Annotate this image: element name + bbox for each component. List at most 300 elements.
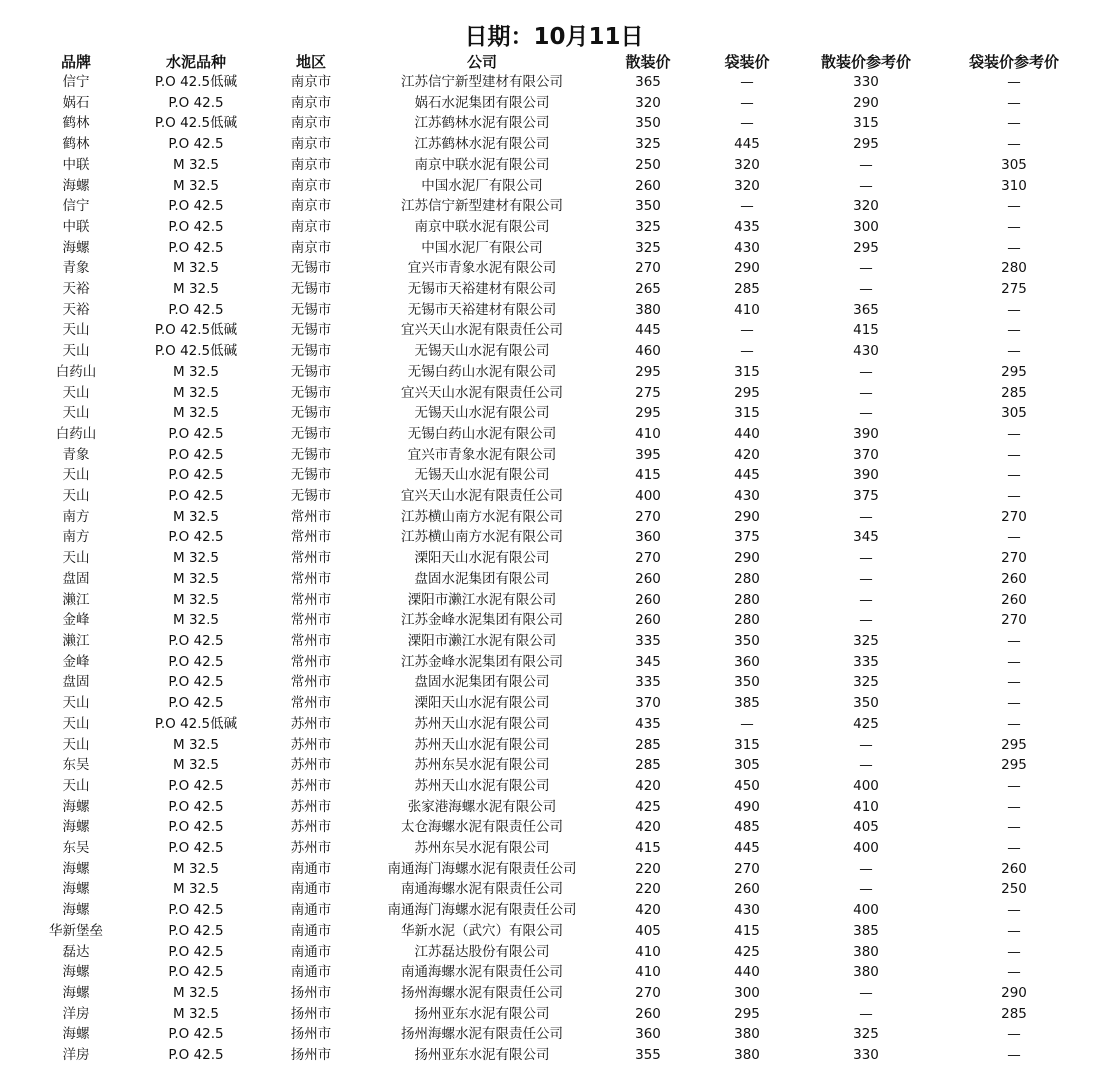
bulk-ref-price-cell: — xyxy=(859,260,873,277)
bulk-ref-price-cell: 300 xyxy=(853,218,879,235)
bulk-ref-price-cell: — xyxy=(859,156,873,173)
bag-price-cell: 485 xyxy=(734,819,760,836)
cement-type-cell: M 32.5 xyxy=(173,860,219,877)
region-cell: 无锡市 xyxy=(290,301,332,318)
bulk-price-cell: 360 xyxy=(635,529,661,546)
bag-price-cell: 440 xyxy=(734,425,760,442)
bag-price-cell: 445 xyxy=(734,136,760,153)
bag-ref-price-cell: — xyxy=(1007,136,1021,153)
bulk-ref-price-cell: — xyxy=(859,860,873,877)
header-row xyxy=(16,52,1092,72)
bag-price-cell: 375 xyxy=(734,529,760,546)
bulk-price-cell: 410 xyxy=(635,964,661,981)
table-row xyxy=(16,921,1092,942)
region-cell: 无锡市 xyxy=(290,363,332,380)
table-row xyxy=(16,300,1092,321)
bulk-ref-price-cell: — xyxy=(859,363,873,380)
bag-ref-price-cell: — xyxy=(1007,902,1021,919)
bulk-ref-price-cell: — xyxy=(859,984,873,1001)
bag-ref-price-cell: — xyxy=(1007,798,1021,815)
region-cell: 苏州市 xyxy=(290,736,332,753)
bulk-price-cell: 370 xyxy=(635,695,661,712)
cement-type-cell: P.O 42.5 xyxy=(168,198,224,215)
table-row xyxy=(16,279,1092,300)
cement-type-cell: P.O 42.5低碱 xyxy=(154,343,238,360)
region-cell: 常州市 xyxy=(290,695,332,712)
cement-type-cell: P.O 42.5 xyxy=(168,964,224,981)
company-cell: 宜兴天山水泥有限责任公司 xyxy=(401,384,563,401)
cement-type-cell: M 32.5 xyxy=(173,260,219,277)
bulk-ref-price-cell: 390 xyxy=(853,425,879,442)
company-cell: 无锡白药山水泥有限公司 xyxy=(407,425,557,442)
table-header xyxy=(16,52,1092,72)
bulk-ref-price-cell: — xyxy=(859,612,873,629)
table-row xyxy=(16,507,1092,528)
region-cell: 扬州市 xyxy=(290,1026,332,1043)
brand-cell: 海螺 xyxy=(62,964,90,981)
bulk-price-cell: 260 xyxy=(635,1005,661,1022)
bag-ref-price-cell: 285 xyxy=(1001,384,1027,401)
company-cell: 江苏信宁新型建材有限公司 xyxy=(401,198,563,215)
bulk-price-cell: 270 xyxy=(635,260,661,277)
table-row xyxy=(16,672,1092,693)
table-row xyxy=(16,72,1092,93)
region-cell: 苏州市 xyxy=(290,819,332,836)
brand-cell: 海螺 xyxy=(62,1026,90,1043)
brand-cell: 中联 xyxy=(62,218,90,235)
bulk-ref-price-cell: 415 xyxy=(853,322,879,339)
bag-price-cell: — xyxy=(740,198,754,215)
cement-type-cell: M 32.5 xyxy=(173,384,219,401)
company-cell: 无锡天山水泥有限公司 xyxy=(414,343,550,360)
brand-cell: 白药山 xyxy=(55,363,97,380)
region-cell: 苏州市 xyxy=(290,757,332,774)
bag-ref-price-cell: — xyxy=(1007,1047,1021,1064)
table-row xyxy=(16,900,1092,921)
company-cell: 溧阳市濑江水泥有限公司 xyxy=(407,591,557,608)
bulk-ref-price-cell: 400 xyxy=(853,902,879,919)
bulk-price-cell: 260 xyxy=(635,570,661,587)
brand-cell: 青象 xyxy=(62,446,90,463)
region-cell: 南京市 xyxy=(290,74,332,90)
table-row xyxy=(16,176,1092,197)
bag-ref-price-cell: — xyxy=(1007,964,1021,981)
table-row xyxy=(16,610,1092,631)
company-cell: 南京中联水泥有限公司 xyxy=(414,218,550,235)
brand-cell: 洋房 xyxy=(62,1047,90,1064)
company-cell: 苏州天山水泥有限公司 xyxy=(414,736,550,753)
bag-price-cell: — xyxy=(740,115,754,132)
bulk-ref-price-cell: 335 xyxy=(853,653,879,670)
brand-cell: 天裕 xyxy=(62,301,90,318)
bag-ref-price-cell: — xyxy=(1007,819,1021,836)
bag-price-cell: 430 xyxy=(734,239,760,256)
region-cell: 无锡市 xyxy=(290,405,332,422)
bulk-price-cell: 220 xyxy=(635,860,661,877)
company-cell: 无锡白药山水泥有限公司 xyxy=(407,363,557,380)
bag-price-cell: 315 xyxy=(734,405,760,422)
bulk-ref-price-cell: 325 xyxy=(853,632,879,649)
bag-ref-price-cell: — xyxy=(1007,695,1021,712)
bag-ref-price-cell: 280 xyxy=(1001,260,1027,277)
table-body xyxy=(16,72,1092,1066)
company-cell: 江苏横山南方水泥有限公司 xyxy=(401,529,563,546)
cement-type-cell: P.O 42.5 xyxy=(168,239,224,256)
bag-ref-price-cell: — xyxy=(1007,922,1021,939)
bag-price-cell: 385 xyxy=(734,695,760,712)
bulk-ref-price-cell: — xyxy=(859,508,873,525)
brand-cell: 天山 xyxy=(62,736,90,753)
bulk-price-cell: 350 xyxy=(635,115,661,132)
table-row xyxy=(16,817,1092,838)
company-cell: 江苏横山南方水泥有限公司 xyxy=(401,508,563,525)
bag-ref-price-cell: — xyxy=(1007,218,1021,235)
cement-type-cell: P.O 42.5 xyxy=(168,840,224,857)
bulk-ref-price-cell: 325 xyxy=(853,1026,879,1043)
cement-type-cell: M 32.5 xyxy=(173,177,219,194)
table-row xyxy=(16,942,1092,963)
bulk-price-cell: 295 xyxy=(635,405,661,422)
cement-type-cell: M 32.5 xyxy=(173,736,219,753)
region-cell: 扬州市 xyxy=(290,984,332,1001)
region-cell: 无锡市 xyxy=(290,281,332,298)
company-cell: 扬州海螺水泥有限责任公司 xyxy=(401,984,563,1001)
table-row xyxy=(16,693,1092,714)
brand-cell: 东吴 xyxy=(62,840,90,857)
brand-cell: 南方 xyxy=(62,529,90,546)
region-cell: 南京市 xyxy=(290,115,332,132)
bag-price-cell: 415 xyxy=(734,922,760,939)
bulk-price-cell: 415 xyxy=(635,840,661,857)
table-row xyxy=(16,838,1092,859)
bag-price-cell: 280 xyxy=(734,612,760,629)
cement-type-cell: P.O 42.5 xyxy=(168,798,224,815)
region-cell: 常州市 xyxy=(290,508,332,525)
bag-price-cell: 360 xyxy=(734,653,760,670)
region-cell: 扬州市 xyxy=(290,1047,332,1064)
bag-price-cell: 290 xyxy=(734,550,760,567)
table-row xyxy=(16,590,1092,611)
brand-cell: 盘固 xyxy=(62,674,90,691)
bulk-ref-price-cell: — xyxy=(859,736,873,753)
bag-ref-price-cell: — xyxy=(1007,115,1021,132)
table-row xyxy=(16,1045,1092,1066)
company-cell: 张家港海螺水泥有限公司 xyxy=(407,798,557,815)
region-cell: 南京市 xyxy=(290,136,332,153)
brand-cell: 盘固 xyxy=(62,570,90,587)
bag-ref-price-cell: 295 xyxy=(1001,757,1027,774)
company-cell: 无锡天山水泥有限公司 xyxy=(414,405,550,422)
bulk-ref-price-cell: 330 xyxy=(853,74,879,90)
brand-cell: 海螺 xyxy=(62,239,90,256)
bulk-ref-price-cell: — xyxy=(859,281,873,298)
bag-ref-price-cell: 270 xyxy=(1001,612,1027,629)
table-row xyxy=(16,962,1092,983)
company-cell: 溧阳天山水泥有限公司 xyxy=(414,695,550,712)
company-cell: 溧阳市濑江水泥有限公司 xyxy=(407,632,557,649)
bag-price-cell: 300 xyxy=(734,984,760,1001)
bag-price-cell: — xyxy=(740,715,754,732)
cement-type-cell: P.O 42.5 xyxy=(168,94,224,111)
brand-cell: 东吴 xyxy=(62,757,90,774)
bag-ref-price-cell: — xyxy=(1007,322,1021,339)
bulk-price-cell: 250 xyxy=(635,156,661,173)
bag-ref-price-cell: — xyxy=(1007,488,1021,505)
table-row xyxy=(16,424,1092,445)
bulk-price-cell: 360 xyxy=(635,1026,661,1043)
bulk-price-cell: 355 xyxy=(635,1047,661,1064)
bag-price-cell: 295 xyxy=(734,384,760,401)
cement-type-cell: P.O 42.5 xyxy=(168,425,224,442)
bag-price-cell: — xyxy=(740,94,754,111)
bag-ref-price-cell: 250 xyxy=(1001,881,1027,898)
region-cell: 常州市 xyxy=(290,674,332,691)
company-cell: 江苏鹤林水泥有限公司 xyxy=(414,136,550,153)
region-cell: 南通市 xyxy=(290,943,332,960)
region-cell: 苏州市 xyxy=(290,798,332,815)
bag-ref-price-cell: 270 xyxy=(1001,508,1027,525)
region-cell: 南通市 xyxy=(290,860,332,877)
brand-cell: 天山 xyxy=(62,715,90,732)
bag-price-cell: 425 xyxy=(734,943,760,960)
region-cell: 无锡市 xyxy=(290,322,332,339)
table-row xyxy=(16,714,1092,735)
cement-type-cell: P.O 42.5 xyxy=(168,632,224,649)
company-cell: 扬州亚东水泥有限公司 xyxy=(414,1005,550,1022)
bulk-price-cell: 320 xyxy=(635,94,661,111)
bag-price-cell: — xyxy=(740,343,754,360)
bulk-price-cell: 325 xyxy=(635,239,661,256)
region-cell: 苏州市 xyxy=(290,715,332,732)
table-row xyxy=(16,403,1092,424)
cement-type-cell: P.O 42.5低碱 xyxy=(154,74,238,90)
region-cell: 无锡市 xyxy=(290,260,332,277)
cement-type-cell: M 32.5 xyxy=(173,881,219,898)
bag-ref-price-cell: 260 xyxy=(1001,860,1027,877)
brand-cell: 金峰 xyxy=(62,653,90,670)
region-cell: 常州市 xyxy=(290,529,332,546)
cement-type-cell: P.O 42.5 xyxy=(168,819,224,836)
region-cell: 无锡市 xyxy=(290,446,332,463)
table-row xyxy=(16,320,1092,341)
bag-price-cell: 450 xyxy=(734,777,760,794)
header-bag-price: 袋装价 xyxy=(724,53,770,71)
region-cell: 南通市 xyxy=(290,881,332,898)
table-row xyxy=(16,776,1092,797)
bulk-price-cell: 380 xyxy=(635,301,661,318)
brand-cell: 天山 xyxy=(62,695,90,712)
table-row xyxy=(16,527,1092,548)
cement-type-cell: P.O 42.5 xyxy=(168,529,224,546)
bulk-ref-price-cell: 375 xyxy=(853,488,879,505)
bulk-ref-price-cell: 295 xyxy=(853,136,879,153)
bag-ref-price-cell: 310 xyxy=(1001,177,1027,194)
bulk-price-cell: 345 xyxy=(635,653,661,670)
bulk-ref-price-cell: 385 xyxy=(853,922,879,939)
brand-cell: 中联 xyxy=(62,156,90,173)
bulk-ref-price-cell: 295 xyxy=(853,239,879,256)
bulk-price-cell: 295 xyxy=(635,363,661,380)
region-cell: 南通市 xyxy=(290,964,332,981)
table-row xyxy=(16,134,1092,155)
bulk-price-cell: 400 xyxy=(635,488,661,505)
bulk-price-cell: 260 xyxy=(635,612,661,629)
brand-cell: 鹤林 xyxy=(62,115,90,132)
bulk-price-cell: 395 xyxy=(635,446,661,463)
bag-ref-price-cell: 270 xyxy=(1001,550,1027,567)
bulk-price-cell: 285 xyxy=(635,757,661,774)
region-cell: 南京市 xyxy=(290,156,332,173)
cement-type-cell: M 32.5 xyxy=(173,550,219,567)
brand-cell: 濑江 xyxy=(62,591,90,608)
bulk-price-cell: 460 xyxy=(635,343,661,360)
company-cell: 江苏磊达股份有限公司 xyxy=(414,943,550,960)
company-cell: 苏州东吴水泥有限公司 xyxy=(414,757,550,774)
table-row xyxy=(16,859,1092,880)
bag-ref-price-cell: 285 xyxy=(1001,1005,1027,1022)
cement-type-cell: M 32.5 xyxy=(173,757,219,774)
brand-cell: 天山 xyxy=(62,405,90,422)
header-company: 公司 xyxy=(466,53,497,71)
cement-type-cell: P.O 42.5 xyxy=(168,922,224,939)
company-cell: 江苏金峰水泥集团有限公司 xyxy=(401,653,563,670)
cement-type-cell: P.O 42.5 xyxy=(168,902,224,919)
bulk-price-cell: 350 xyxy=(635,198,661,215)
header-bulk-price: 散装价 xyxy=(625,53,671,71)
price-table xyxy=(16,52,1092,1066)
bag-ref-price-cell: — xyxy=(1007,446,1021,463)
table-row xyxy=(16,465,1092,486)
table-row xyxy=(16,155,1092,176)
brand-cell: 天裕 xyxy=(62,281,90,298)
table-row xyxy=(16,113,1092,134)
bag-price-cell: 440 xyxy=(734,964,760,981)
brand-cell: 青象 xyxy=(62,260,90,277)
header-bag-ref-price: 袋装价参考价 xyxy=(968,53,1059,71)
brand-cell: 天山 xyxy=(62,467,90,484)
region-cell: 扬州市 xyxy=(290,1005,332,1022)
cement-type-cell: M 32.5 xyxy=(173,984,219,1001)
table-row xyxy=(16,486,1092,507)
table-row xyxy=(16,569,1092,590)
region-cell: 南京市 xyxy=(290,177,332,194)
region-cell: 常州市 xyxy=(290,591,332,608)
bag-ref-price-cell: — xyxy=(1007,529,1021,546)
bag-ref-price-cell: — xyxy=(1007,840,1021,857)
cement-type-cell: M 32.5 xyxy=(173,363,219,380)
company-cell: 江苏鹤林水泥有限公司 xyxy=(414,115,550,132)
bag-price-cell: 285 xyxy=(734,281,760,298)
bag-ref-price-cell: 295 xyxy=(1001,363,1027,380)
company-cell: 南京中联水泥有限公司 xyxy=(414,156,550,173)
bag-price-cell: 350 xyxy=(734,674,760,691)
cement-type-cell: P.O 42.5低碱 xyxy=(154,115,238,132)
brand-cell: 娲石 xyxy=(62,94,90,111)
region-cell: 无锡市 xyxy=(290,467,332,484)
table-row xyxy=(16,755,1092,776)
brand-cell: 海螺 xyxy=(62,860,90,877)
region-cell: 南通市 xyxy=(290,922,332,939)
bag-ref-price-cell: — xyxy=(1007,467,1021,484)
bulk-price-cell: 410 xyxy=(635,425,661,442)
region-cell: 苏州市 xyxy=(290,840,332,857)
region-cell: 南通市 xyxy=(290,902,332,919)
brand-cell: 磊达 xyxy=(62,943,90,960)
cement-type-cell: P.O 42.5 xyxy=(168,1026,224,1043)
cement-type-cell: M 32.5 xyxy=(173,612,219,629)
table-row xyxy=(16,445,1092,466)
cement-type-cell: M 32.5 xyxy=(173,1005,219,1022)
brand-cell: 海螺 xyxy=(62,819,90,836)
bag-price-cell: 280 xyxy=(734,591,760,608)
table-row xyxy=(16,797,1092,818)
brand-cell: 洋房 xyxy=(62,1005,90,1022)
region-cell: 南京市 xyxy=(290,218,332,235)
cement-type-cell: P.O 42.5 xyxy=(168,674,224,691)
header-region: 地区 xyxy=(295,53,326,71)
region-cell: 无锡市 xyxy=(290,425,332,442)
bulk-ref-price-cell: 320 xyxy=(853,198,879,215)
bulk-price-cell: 365 xyxy=(635,74,661,90)
table-row xyxy=(16,341,1092,362)
bag-ref-price-cell: — xyxy=(1007,425,1021,442)
header-cement-type: 水泥品种 xyxy=(165,53,226,71)
bag-price-cell: 445 xyxy=(734,840,760,857)
bulk-ref-price-cell: — xyxy=(859,177,873,194)
bulk-price-cell: 445 xyxy=(635,322,661,339)
table-row xyxy=(16,631,1092,652)
bag-ref-price-cell: — xyxy=(1007,632,1021,649)
company-cell: 江苏金峰水泥集团有限公司 xyxy=(401,612,563,629)
table-row xyxy=(16,735,1092,756)
region-cell: 无锡市 xyxy=(290,343,332,360)
table-row xyxy=(16,217,1092,238)
brand-cell: 鹤林 xyxy=(62,136,90,153)
table-row xyxy=(16,383,1092,404)
table-row xyxy=(16,196,1092,217)
brand-cell: 南方 xyxy=(62,508,90,525)
bulk-price-cell: 420 xyxy=(635,777,661,794)
company-cell: 宜兴天山水泥有限责任公司 xyxy=(401,488,563,505)
company-cell: 盘固水泥集团有限公司 xyxy=(414,674,550,691)
region-cell: 常州市 xyxy=(290,550,332,567)
table-row xyxy=(16,362,1092,383)
company-cell: 华新水泥（武穴）有限公司 xyxy=(401,922,563,939)
bulk-ref-price-cell: 290 xyxy=(853,94,879,111)
table-row xyxy=(16,983,1092,1004)
brand-cell: 白药山 xyxy=(55,425,97,442)
region-cell: 苏州市 xyxy=(290,777,332,794)
bag-ref-price-cell: — xyxy=(1007,301,1021,318)
bag-price-cell: — xyxy=(740,322,754,339)
cement-type-cell: P.O 42.5 xyxy=(168,777,224,794)
cement-type-cell: M 32.5 xyxy=(173,591,219,608)
bag-ref-price-cell: — xyxy=(1007,198,1021,215)
bag-ref-price-cell: 305 xyxy=(1001,405,1027,422)
cement-type-cell: P.O 42.5 xyxy=(168,695,224,712)
bulk-ref-price-cell: 400 xyxy=(853,777,879,794)
bag-ref-price-cell: 275 xyxy=(1001,281,1027,298)
brand-cell: 海螺 xyxy=(62,881,90,898)
brand-cell: 天山 xyxy=(62,777,90,794)
bulk-ref-price-cell: — xyxy=(859,757,873,774)
bulk-ref-price-cell: 390 xyxy=(853,467,879,484)
company-cell: 苏州东吴水泥有限公司 xyxy=(414,840,550,857)
bag-price-cell: 320 xyxy=(734,156,760,173)
bulk-ref-price-cell: — xyxy=(859,591,873,608)
bulk-ref-price-cell: — xyxy=(859,550,873,567)
cement-type-cell: M 32.5 xyxy=(173,405,219,422)
